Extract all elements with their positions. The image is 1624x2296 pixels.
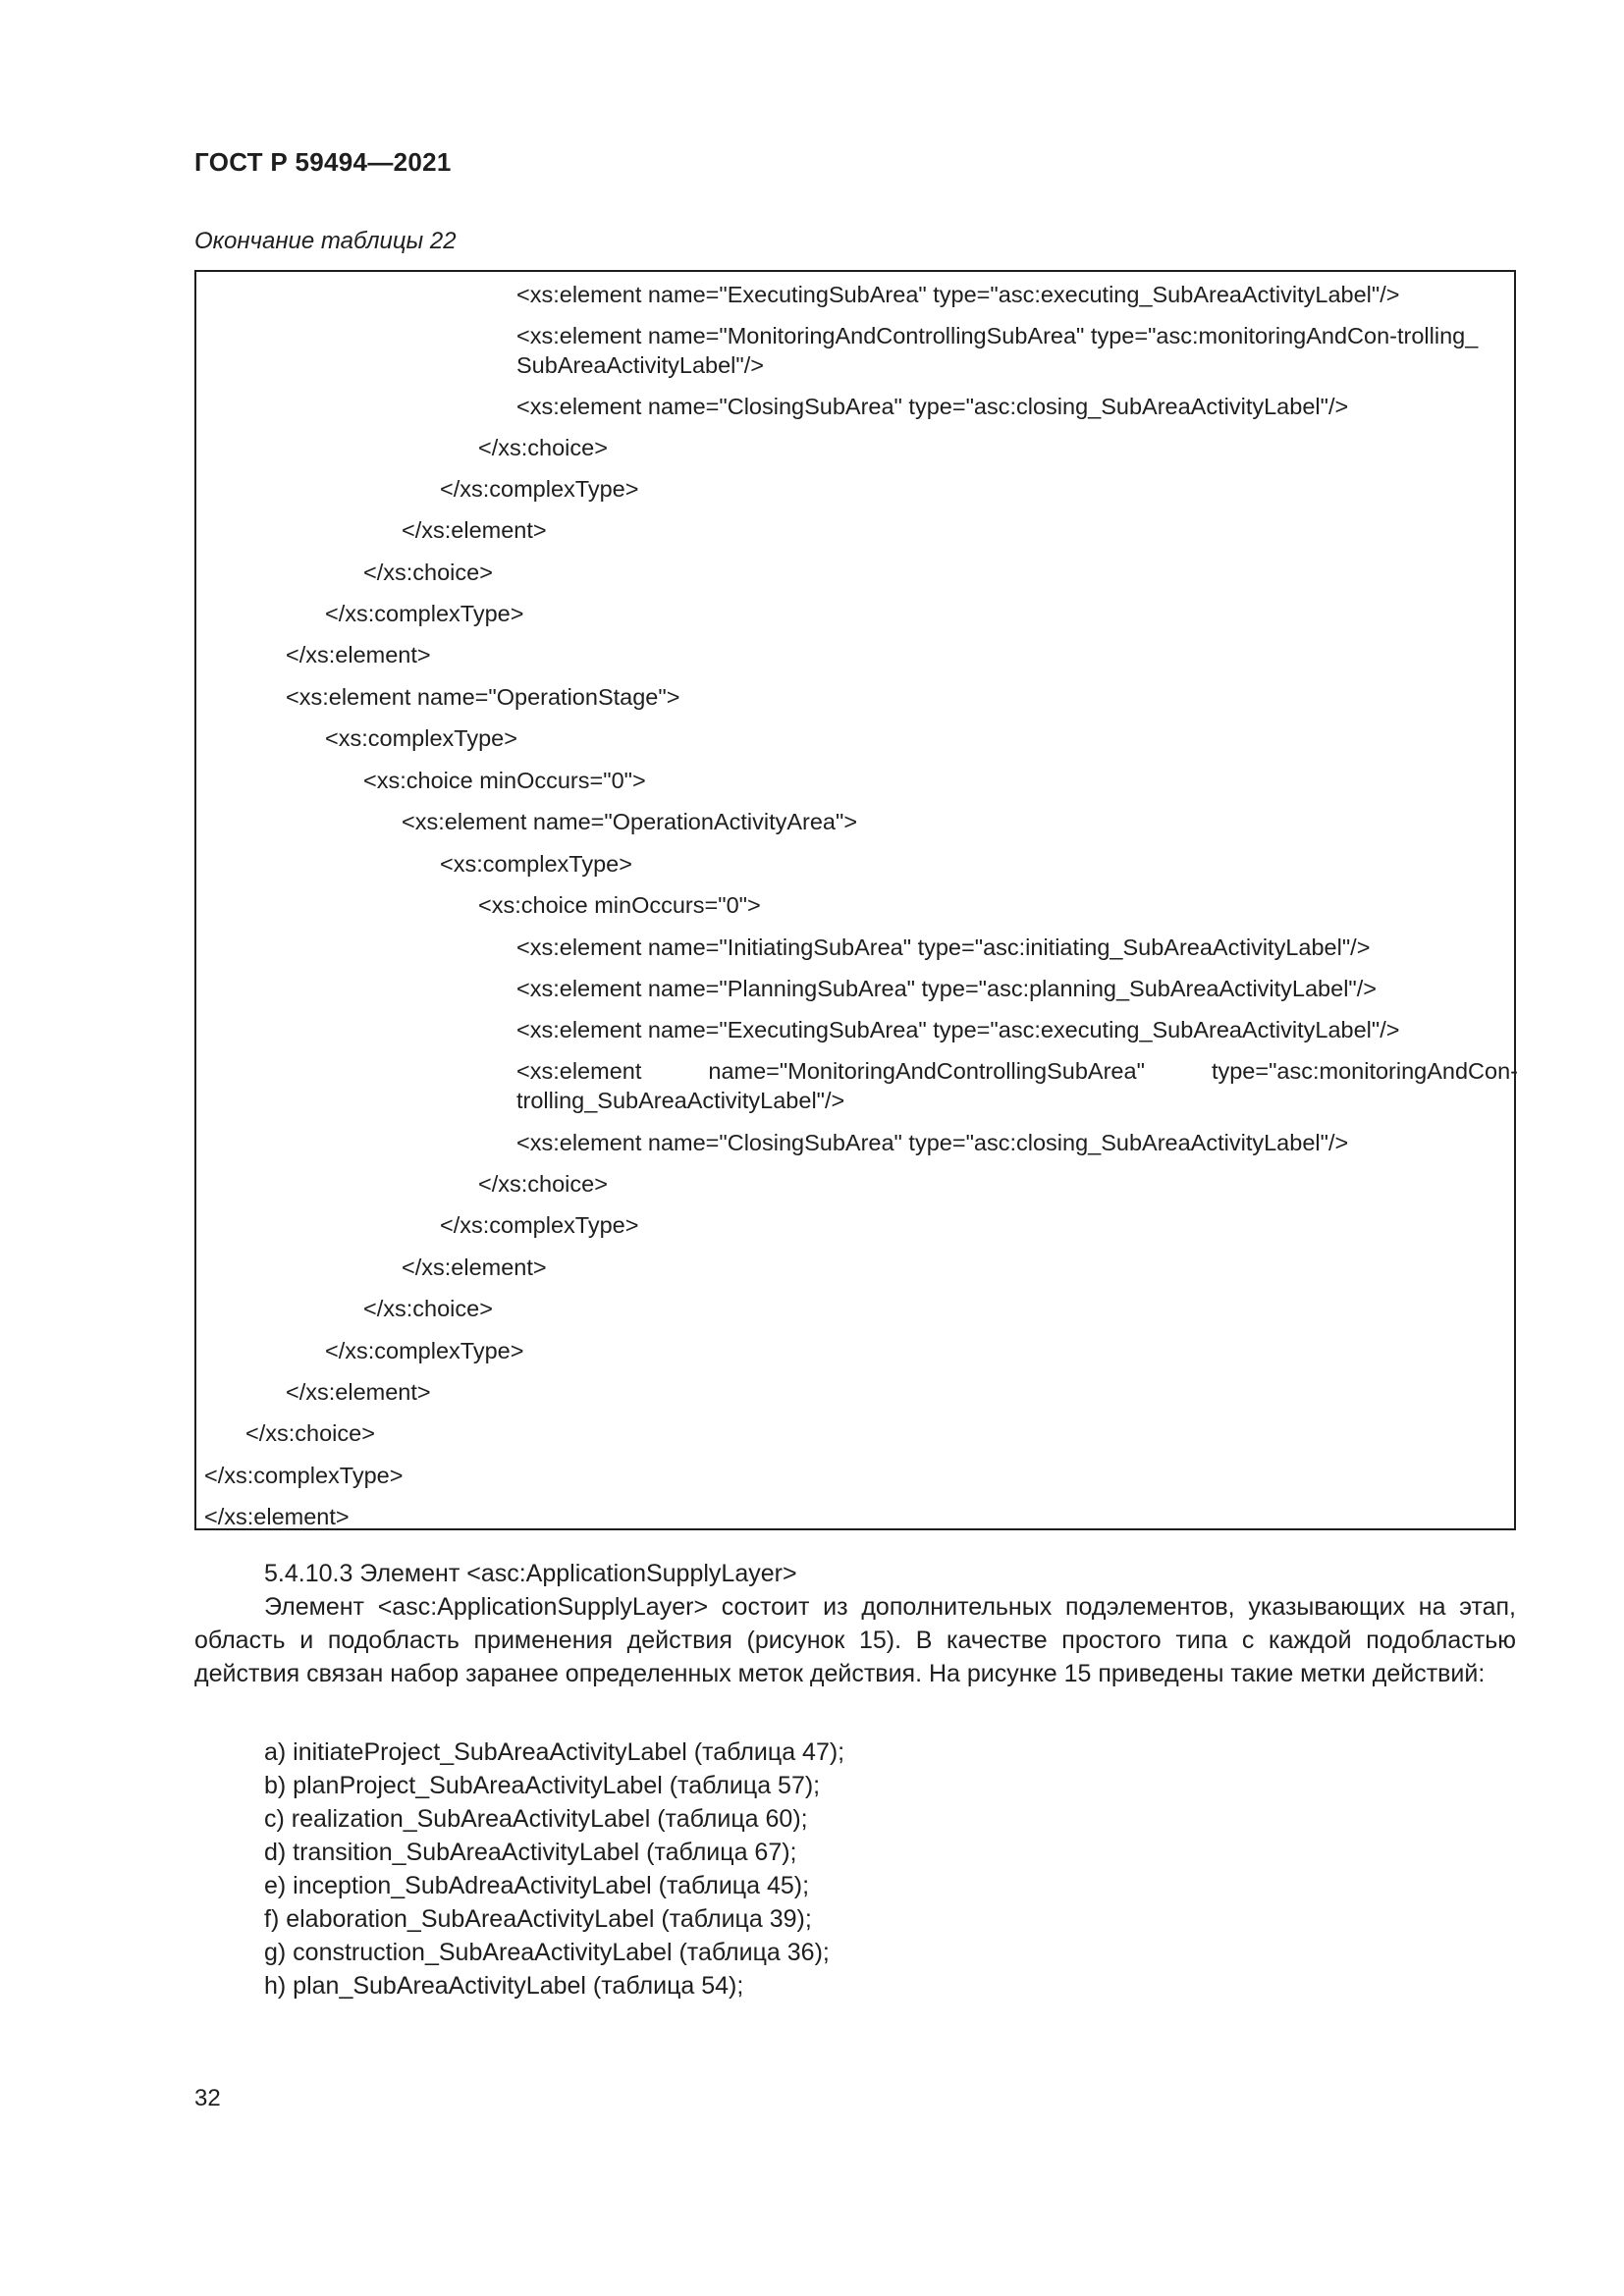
list-item: a) initiateProject_SubAreaActivityLabel (таблица 47); [264, 1738, 845, 1766]
code-line: </xs:choice> [478, 1171, 608, 1197]
list-item: f) elaboration_SubAreaActivityLabel (таблица 39); [264, 1905, 812, 1933]
code-line: <xs:element name="OperationStage"> [286, 684, 680, 710]
code-line: trolling_SubAreaActivityLabel"/> [516, 1088, 845, 1113]
code-line: </xs:element> [402, 1255, 547, 1280]
list-item: g) construction_SubAreaActivityLabel (таблица 36); [264, 1939, 830, 1966]
section-paragraph: Элемент <asc:ApplicationSupplyLayer> состоит из дополнительных подэлементов, указывающих на этап, область и подобласть применения действия (рисунок 15). В качестве простого типа с каждой подобластью действия связан набор заранее определенных меток действия. На рисунке 15 приведены такие метки действий: [194, 1593, 1516, 1687]
code-line [516, 1056, 1518, 1086]
code-line: </xs:complexType> [325, 1338, 524, 1363]
code-line: </xs:complexType> [440, 476, 639, 502]
code-line: <xs:element name="PlanningSubArea" type="asc:planning_SubAreaActivityLabel"/> [516, 976, 1378, 1001]
code-line: <xs:element name="ClosingSubArea" type="asc:closing_SubAreaActivityLabel"/> [516, 1130, 1349, 1155]
code-fragment: <xs:element [516, 1058, 642, 1084]
section-title: 5.4.10.3 Элемент <asc:ApplicationSupplyLayer> [264, 1560, 797, 1587]
code-line: <xs:element name="ExecutingSubArea" type="asc:executing_SubAreaActivityLabel"/> [516, 282, 1400, 307]
list-item: b) planProject_SubAreaActivityLabel (таблица 57); [264, 1772, 821, 1799]
table-caption: Окончание таблицы 22 [194, 228, 457, 254]
code-line: <xs:element name="ExecutingSubArea" type="asc:executing_SubAreaActivityLabel"/> [516, 1017, 1400, 1042]
code-line: <xs:choice minOccurs="0"> [478, 892, 761, 918]
code-line: <xs:choice minOccurs="0"> [363, 768, 646, 793]
code-line: </xs:element> [204, 1504, 350, 1529]
code-line: <xs:element name="ClosingSubArea" type="asc:closing_SubAreaActivityLabel"/> [516, 394, 1349, 419]
list-item: h) plan_SubAreaActivityLabel (таблица 54); [264, 1972, 744, 2000]
list-item: c) realization_SubAreaActivityLabel (таблица 60); [264, 1805, 808, 1833]
code-line: </xs:element> [286, 642, 431, 667]
list-item: d) transition_SubAreaActivityLabel (таблица 67); [264, 1839, 797, 1866]
code-line: </xs:element> [286, 1379, 431, 1405]
code-line: <xs:element name="OperationActivityArea"> [402, 809, 858, 834]
code-fragment: type="asc:monitoringAndCon- [1211, 1058, 1518, 1084]
document-header: ГОСТ Р 59494—2021 [194, 147, 452, 177]
code-table [194, 270, 1516, 1530]
code-line: <xs:element name="InitiatingSubArea" type="asc:initiating_SubAreaActivityLabel"/> [516, 934, 1371, 960]
code-line: </xs:choice> [363, 560, 493, 585]
code-line: <xs:element name="MonitoringAndControllingSubArea" type="asc:monitoringAndCon-trolling_ SubAreaActivityLabel"/> [516, 323, 1479, 378]
code-line: <xs:complexType> [325, 725, 517, 751]
code-line: </xs:choice> [478, 435, 608, 460]
code-line: </xs:element> [402, 517, 547, 543]
code-line: </xs:complexType> [204, 1463, 404, 1488]
code-line: </xs:complexType> [325, 601, 524, 626]
list-item: e) inception_SubAdreaActivityLabel (таблица 45); [264, 1872, 810, 1899]
code-line: <xs:complexType> [440, 851, 632, 877]
code-line: </xs:choice> [363, 1296, 493, 1321]
page-number: 32 [194, 2085, 221, 2111]
code-fragment: name="MonitoringAndControllingSubArea" [708, 1058, 1145, 1084]
code-line-spread [516, 1056, 1518, 1086]
code-line: </xs:complexType> [440, 1212, 639, 1238]
code-line: </xs:choice> [245, 1420, 375, 1446]
